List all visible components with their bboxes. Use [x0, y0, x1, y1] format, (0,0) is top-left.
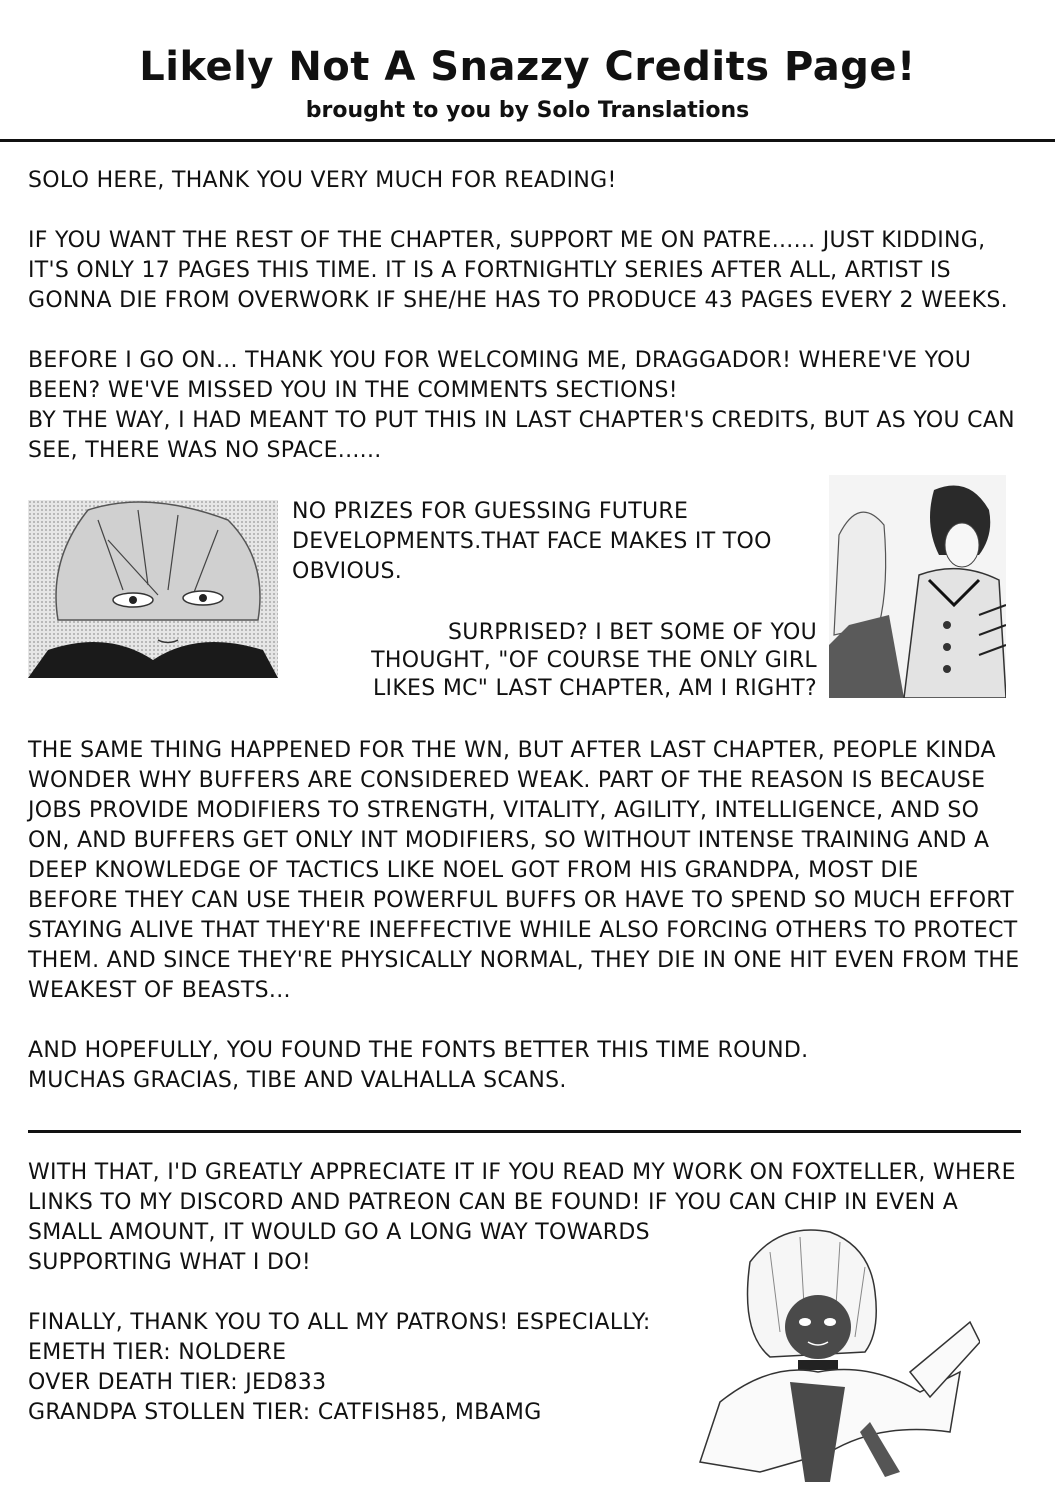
para-buffers-line-2: WONDER WHY BUFFERS ARE CONSIDERED WEAK. PART OF THE REASON IS BECAUSE [28, 768, 986, 793]
header-divider [0, 139, 1055, 142]
intro-line: SOLO HERE, THANK YOU VERY MUCH FOR READING! [28, 168, 617, 193]
patron-tier-grandpa-stollen: GRANDPA STOLLEN TIER: CATFISH85, MBAMG [28, 1400, 542, 1425]
para-buffers-line-1: THE SAME THING HAPPENED FOR THE WN, BUT AFTER LAST CHAPTER, PEOPLE KINDA [28, 738, 996, 763]
note-face-line-2: DEVELOPMENTS.THAT FACE MAKES IT TOO [292, 529, 772, 554]
girl-panel-image [680, 1222, 980, 1482]
girl-panel-illustration [680, 1222, 980, 1482]
page-subtitle: brought to you by Solo Translations [305, 98, 750, 123]
para-buffers-line-5: DEEP KNOWLEDGE OF TACTICS LIKE NOEL GOT FROM HIS GRANDPA, MOST DIE [28, 858, 919, 883]
para-buffers-line-3: JOBS PROVIDE MODIFIERS TO STRENGTH, VITALITY, AGILITY, INTELLIGENCE, AND SO [28, 798, 980, 823]
para-buffers-line-7: STAYING ALIVE THAT THEY'RE INEFFECTIVE WHILE ALSO FORCING OTHERS TO PROTECT [28, 918, 1018, 943]
para-foxteller-line-3: SMALL AMOUNT, IT WOULD GO A LONG WAY TOWARDS [28, 1220, 650, 1245]
para-buffers-line-6: BEFORE THEY CAN USE THEIR POWERFUL BUFFS OR HAVE TO SPEND SO MUCH EFFORT [28, 888, 1015, 913]
couple-panel-illustration [829, 475, 1006, 698]
para-welcome-line-1: BEFORE I GO ON... THANK YOU FOR WELCOMING ME, DRAGGADOR! WHERE'VE YOU [28, 348, 972, 373]
para-fonts-line-1: AND HOPEFULLY, YOU FOUND THE FONTS BETTER THIS TIME ROUND. [28, 1038, 809, 1063]
couple-panel-image [829, 475, 1006, 698]
face-panel-image [28, 500, 278, 678]
para-foxteller-line-4: SUPPORTING WHAT I DO! [28, 1250, 311, 1275]
para-buffers-line-9: WEAKEST OF BEASTS... [28, 978, 291, 1003]
patron-tier-emeth: EMETH TIER: NOLDERE [28, 1340, 287, 1365]
face-panel-illustration [28, 500, 278, 678]
patrons-intro: FINALLY, THANK YOU TO ALL MY PATRONS! ESPECIALLY: [28, 1310, 651, 1335]
page-title: Likely Not A Snazzy Credits Page! [139, 44, 916, 90]
note-face-line-1: NO PRIZES FOR GUESSING FUTURE [292, 499, 689, 524]
para-welcome-line-2: BEEN? WE'VE MISSED YOU IN THE COMMENTS SECTIONS! [28, 378, 678, 403]
para-foxteller-line-1: WITH THAT, I'D GREATLY APPRECIATE IT IF YOU READ MY WORK ON FOXTELLER, WHERE [28, 1160, 1016, 1185]
para-welcome-line-4: SEE, THERE WAS NO SPACE...... [28, 438, 382, 463]
para-buffers-line-8: THEM. AND SINCE THEY'RE PHYSICALLY NORMAL, THEY DIE IN ONE HIT EVEN FROM THE [28, 948, 1020, 973]
patron-tier-over-death: OVER DEATH TIER: JED833 [28, 1370, 327, 1395]
note-surprised-line-2: THOUGHT, "OF COURSE THE ONLY GIRL [371, 648, 817, 673]
section-divider [28, 1130, 1021, 1133]
para-patreon-line-2: IT'S ONLY 17 PAGES THIS TIME. IT IS A FORTNIGHTLY SERIES AFTER ALL, ARTIST IS [28, 258, 951, 283]
para-patreon-line-1: IF YOU WANT THE REST OF THE CHAPTER, SUPPORT ME ON PATRE...... JUST KIDDING, [28, 228, 986, 253]
para-buffers-line-4: ON, AND BUFFERS GET ONLY INT MODIFIERS, SO WITHOUT INTENSE TRAINING AND A [28, 828, 990, 853]
para-foxteller-line-2: LINKS TO MY DISCORD AND PATREON CAN BE FOUND! IF YOU CAN CHIP IN EVEN A [28, 1190, 959, 1215]
para-welcome-line-3: BY THE WAY, I HAD MEANT TO PUT THIS IN LAST CHAPTER'S CREDITS, BUT AS YOU CAN [28, 408, 1015, 433]
note-surprised-line-1: SURPRISED? I BET SOME OF YOU [448, 620, 817, 645]
note-surprised-line-3: LIKES MC" LAST CHAPTER, AM I RIGHT? [372, 676, 817, 701]
para-patreon-line-3: GONNA DIE FROM OVERWORK IF SHE/HE HAS TO PRODUCE 43 PAGES EVERY 2 WEEKS. [28, 288, 1008, 313]
para-fonts-line-2: MUCHAS GRACIAS, TIBE AND VALHALLA SCANS. [28, 1068, 567, 1093]
note-face-line-3: OBVIOUS. [292, 559, 403, 584]
